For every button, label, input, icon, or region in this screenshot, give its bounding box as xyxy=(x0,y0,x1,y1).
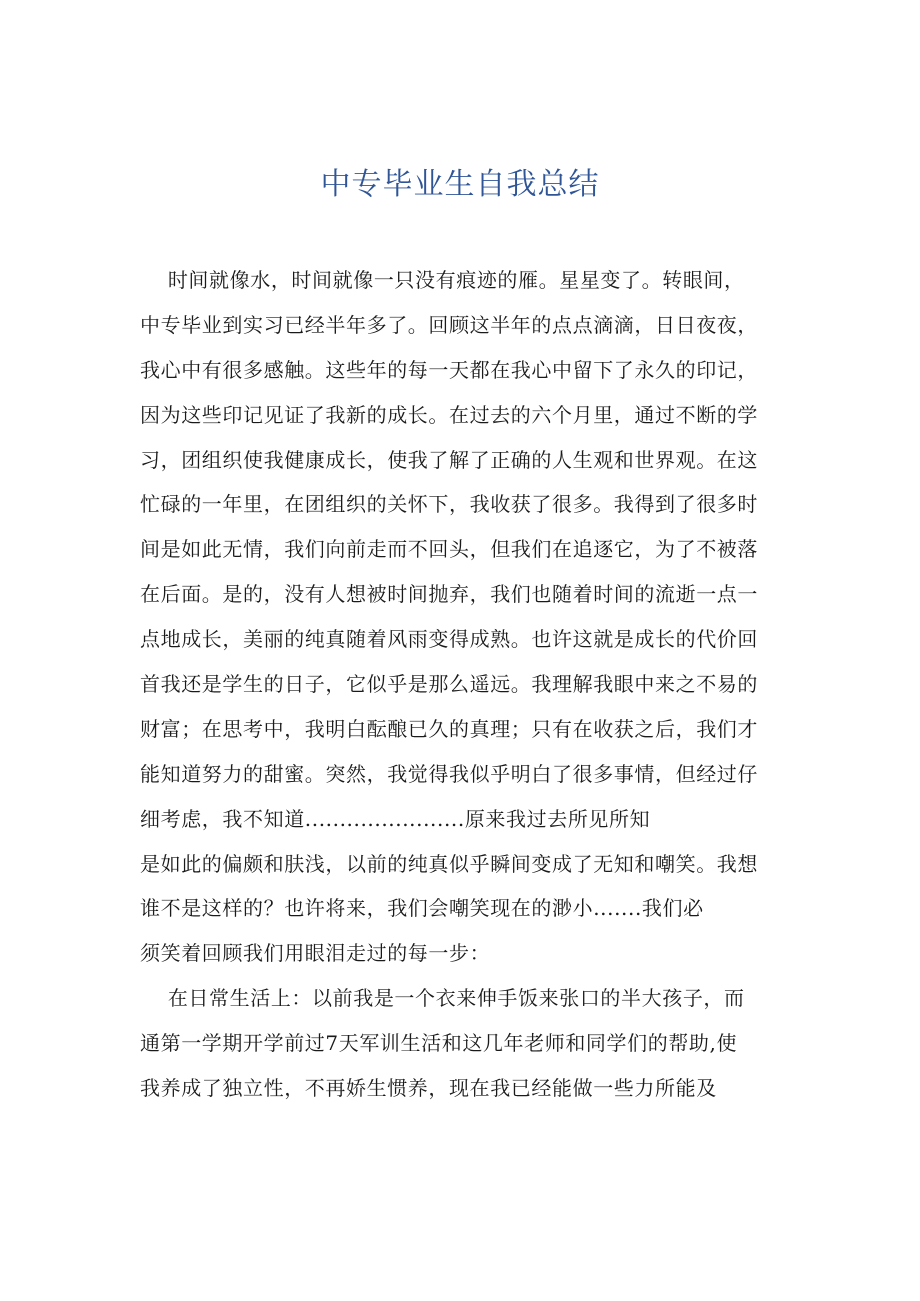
body-line: 首我还是学生的日子，它似乎是那么遥远。我理解我眼中来之不易的 xyxy=(140,672,758,697)
body-line: 中专毕业到实习已经半年多了。回顾这半年的点点滴滴，日日夜夜， xyxy=(140,312,758,337)
body-line: 能知道努力的甜蜜。突然，我觉得我似乎明白了很多事情，但经过仔 xyxy=(140,761,758,786)
body-line: 是如此的偏颇和肤浅，以前的纯真似乎瞬间变成了无知和嘲笑。我想 xyxy=(140,851,758,876)
body-line: 须笑着回顾我们用眼泪走过的每一步： xyxy=(140,941,491,966)
body-line: 习，团组织使我健康成长，使我了解了正确的人生观和世界观。在这 xyxy=(140,447,758,472)
body-line: 时间就像水，时间就像一只没有痕迹的雁。星星变了。转眼间， xyxy=(140,268,745,292)
body-line: 财富；在思考中，我明白酝酿已久的真理；只有在收获之后，我们才 xyxy=(140,716,758,741)
body-line: 通第一学期开学前过7天军训生活和这几年老师和同学们的帮助,使 xyxy=(140,1031,738,1056)
body-line: 忙碌的一年里，在团组织的关怀下，我收获了很多。我得到了很多时 xyxy=(140,492,758,517)
body-line: 点地成长，美丽的纯真随着风雨变得成熟。也许这就是成长的代价回 xyxy=(140,627,758,652)
body-line: 细考虑，我不知道.......................原来我过去所见所知 xyxy=(140,806,651,831)
body-line: 我养成了独立性，不再娇生惯养，现在我已经能做一些力所能及 xyxy=(140,1076,717,1101)
body-line: 在后面。是的，没有人想被时间抛弃，我们也随着时间的流逝一点一 xyxy=(140,582,758,607)
body-line: 因为这些印记见证了我新的成长。在过去的六个月里，通过不断的学 xyxy=(140,402,758,427)
body-line: 我心中有很多感触。这些年的每一天都在我心中留下了永久的印记， xyxy=(140,357,758,382)
body-line: 谁不是这样的？也许将来，我们会嘲笑现在的渺小.......我们必 xyxy=(140,896,704,921)
document-body xyxy=(140,258,800,1111)
document-title: 中专毕业生自我总结 xyxy=(320,167,600,202)
body-line: 间是如此无情，我们向前走而不回头，但我们在追逐它，为了不被落 xyxy=(140,537,758,562)
body-line: 在日常生活上：以前我是一个衣来伸手饭来张口的半大孩子，而 xyxy=(140,986,745,1011)
